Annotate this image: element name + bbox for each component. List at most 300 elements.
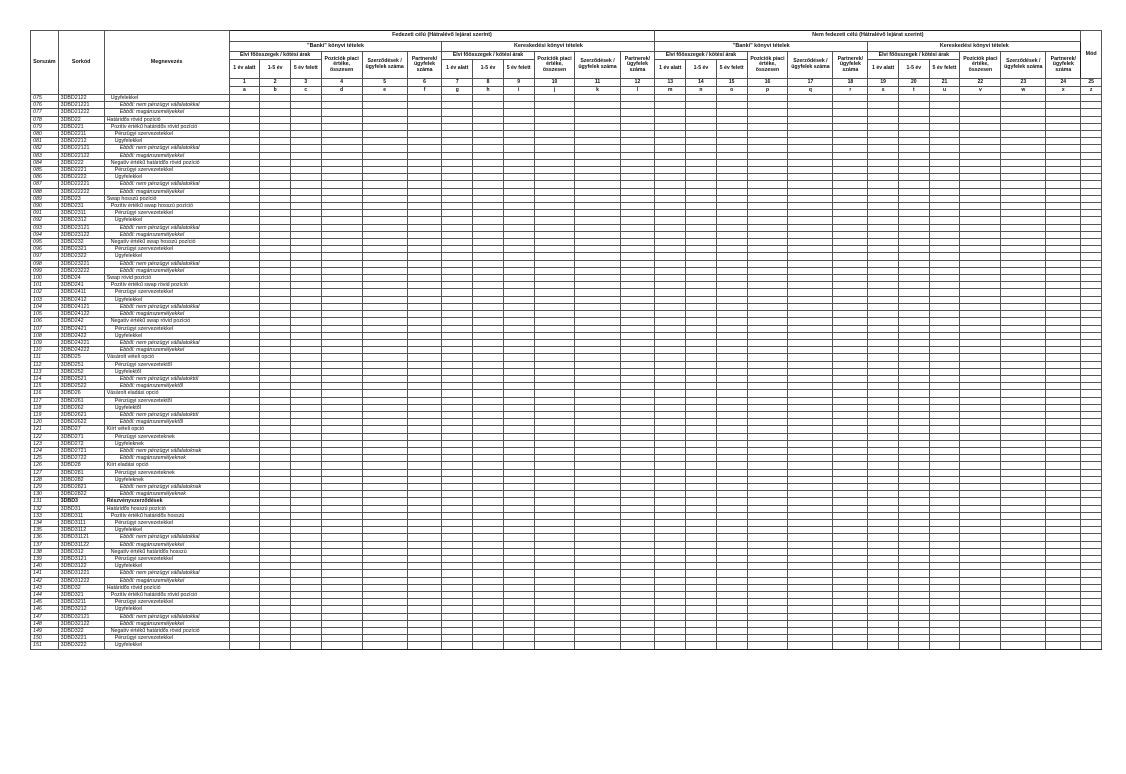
data-cell[interactable] xyxy=(321,102,362,109)
data-cell[interactable] xyxy=(655,102,686,109)
data-cell[interactable] xyxy=(929,318,960,325)
data-cell[interactable] xyxy=(260,419,291,426)
data-cell[interactable] xyxy=(503,534,534,541)
data-cell[interactable] xyxy=(407,570,442,577)
data-cell[interactable] xyxy=(503,613,534,620)
data-cell[interactable] xyxy=(534,123,575,130)
data-cell[interactable] xyxy=(1081,95,1102,102)
data-cell[interactable] xyxy=(929,440,960,447)
data-cell[interactable] xyxy=(1046,303,1081,310)
data-cell[interactable] xyxy=(1081,102,1102,109)
data-cell[interactable] xyxy=(575,188,620,195)
data-cell[interactable] xyxy=(260,289,291,296)
data-cell[interactable] xyxy=(868,534,899,541)
data-cell[interactable] xyxy=(534,339,575,346)
data-cell[interactable] xyxy=(1046,584,1081,591)
data-cell[interactable] xyxy=(747,354,788,361)
data-cell[interactable] xyxy=(407,131,442,138)
data-cell[interactable] xyxy=(960,354,1001,361)
data-cell[interactable] xyxy=(1081,131,1102,138)
data-cell[interactable] xyxy=(362,426,407,433)
data-cell[interactable] xyxy=(290,311,321,318)
data-cell[interactable] xyxy=(747,635,788,642)
data-cell[interactable] xyxy=(898,275,929,282)
data-cell[interactable] xyxy=(407,498,442,505)
data-cell[interactable] xyxy=(898,246,929,253)
data-cell[interactable] xyxy=(788,289,833,296)
data-cell[interactable] xyxy=(321,289,362,296)
data-cell[interactable] xyxy=(960,138,1001,145)
data-cell[interactable] xyxy=(290,577,321,584)
data-cell[interactable] xyxy=(898,231,929,238)
data-cell[interactable] xyxy=(575,599,620,606)
data-cell[interactable] xyxy=(442,361,473,368)
data-cell[interactable] xyxy=(898,159,929,166)
data-cell[interactable] xyxy=(407,188,442,195)
data-cell[interactable] xyxy=(960,282,1001,289)
data-cell[interactable] xyxy=(473,390,504,397)
data-cell[interactable] xyxy=(503,354,534,361)
data-cell[interactable] xyxy=(290,483,321,490)
data-cell[interactable] xyxy=(960,426,1001,433)
data-cell[interactable] xyxy=(534,332,575,339)
data-cell[interactable] xyxy=(929,635,960,642)
data-cell[interactable] xyxy=(1001,599,1046,606)
data-cell[interactable] xyxy=(321,131,362,138)
data-cell[interactable] xyxy=(1046,282,1081,289)
data-cell[interactable] xyxy=(655,404,686,411)
data-cell[interactable] xyxy=(1001,419,1046,426)
data-cell[interactable] xyxy=(686,411,717,418)
data-cell[interactable] xyxy=(716,606,747,613)
data-cell[interactable] xyxy=(290,512,321,519)
data-cell[interactable] xyxy=(362,599,407,606)
data-cell[interactable] xyxy=(442,325,473,332)
data-cell[interactable] xyxy=(503,411,534,418)
data-cell[interactable] xyxy=(747,455,788,462)
data-cell[interactable] xyxy=(1001,159,1046,166)
data-cell[interactable] xyxy=(442,628,473,635)
data-cell[interactable] xyxy=(534,275,575,282)
data-cell[interactable] xyxy=(362,548,407,555)
data-cell[interactable] xyxy=(473,203,504,210)
data-cell[interactable] xyxy=(534,491,575,498)
data-cell[interactable] xyxy=(407,210,442,217)
data-cell[interactable] xyxy=(534,102,575,109)
data-cell[interactable] xyxy=(833,246,868,253)
data-cell[interactable] xyxy=(442,527,473,534)
data-cell[interactable] xyxy=(407,152,442,159)
data-cell[interactable] xyxy=(960,116,1001,123)
data-cell[interactable] xyxy=(575,296,620,303)
data-cell[interactable] xyxy=(473,447,504,454)
data-cell[interactable] xyxy=(1046,116,1081,123)
data-cell[interactable] xyxy=(1046,570,1081,577)
data-cell[interactable] xyxy=(407,361,442,368)
data-cell[interactable] xyxy=(229,246,260,253)
data-cell[interactable] xyxy=(686,253,717,260)
data-cell[interactable] xyxy=(788,476,833,483)
data-cell[interactable] xyxy=(1081,217,1102,224)
data-cell[interactable] xyxy=(1046,541,1081,548)
data-cell[interactable] xyxy=(407,102,442,109)
data-cell[interactable] xyxy=(407,181,442,188)
data-cell[interactable] xyxy=(960,620,1001,627)
data-cell[interactable] xyxy=(473,505,504,512)
data-cell[interactable] xyxy=(473,131,504,138)
data-cell[interactable] xyxy=(321,419,362,426)
data-cell[interactable] xyxy=(362,592,407,599)
data-cell[interactable] xyxy=(1001,476,1046,483)
data-cell[interactable] xyxy=(716,318,747,325)
data-cell[interactable] xyxy=(473,419,504,426)
data-cell[interactable] xyxy=(686,534,717,541)
data-cell[interactable] xyxy=(716,483,747,490)
data-cell[interactable] xyxy=(788,556,833,563)
data-cell[interactable] xyxy=(1081,145,1102,152)
data-cell[interactable] xyxy=(1046,483,1081,490)
data-cell[interactable] xyxy=(868,383,899,390)
data-cell[interactable] xyxy=(898,404,929,411)
data-cell[interactable] xyxy=(833,123,868,130)
data-cell[interactable] xyxy=(620,397,655,404)
data-cell[interactable] xyxy=(1046,599,1081,606)
data-cell[interactable] xyxy=(868,375,899,382)
data-cell[interactable] xyxy=(929,426,960,433)
data-cell[interactable] xyxy=(716,512,747,519)
data-cell[interactable] xyxy=(575,354,620,361)
data-cell[interactable] xyxy=(229,123,260,130)
data-cell[interactable] xyxy=(260,361,291,368)
data-cell[interactable] xyxy=(1001,188,1046,195)
data-cell[interactable] xyxy=(362,303,407,310)
data-cell[interactable] xyxy=(503,462,534,469)
data-cell[interactable] xyxy=(534,440,575,447)
data-cell[interactable] xyxy=(868,498,899,505)
data-cell[interactable] xyxy=(788,311,833,318)
data-cell[interactable] xyxy=(833,368,868,375)
data-cell[interactable] xyxy=(868,476,899,483)
data-cell[interactable] xyxy=(442,174,473,181)
data-cell[interactable] xyxy=(260,131,291,138)
data-cell[interactable] xyxy=(686,368,717,375)
data-cell[interactable] xyxy=(473,231,504,238)
data-cell[interactable] xyxy=(686,563,717,570)
data-cell[interactable] xyxy=(1001,224,1046,231)
data-cell[interactable] xyxy=(960,519,1001,526)
data-cell[interactable] xyxy=(260,404,291,411)
data-cell[interactable] xyxy=(442,311,473,318)
data-cell[interactable] xyxy=(833,347,868,354)
data-cell[interactable] xyxy=(833,109,868,116)
data-cell[interactable] xyxy=(868,570,899,577)
data-cell[interactable] xyxy=(473,289,504,296)
data-cell[interactable] xyxy=(898,584,929,591)
data-cell[interactable] xyxy=(686,260,717,267)
data-cell[interactable] xyxy=(868,512,899,519)
data-cell[interactable] xyxy=(503,541,534,548)
data-cell[interactable] xyxy=(503,361,534,368)
data-cell[interactable] xyxy=(788,628,833,635)
data-cell[interactable] xyxy=(929,195,960,202)
data-cell[interactable] xyxy=(655,397,686,404)
data-cell[interactable] xyxy=(788,469,833,476)
data-cell[interactable] xyxy=(473,642,504,649)
data-cell[interactable] xyxy=(503,628,534,635)
data-cell[interactable] xyxy=(534,354,575,361)
data-cell[interactable] xyxy=(362,311,407,318)
data-cell[interactable] xyxy=(290,628,321,635)
data-cell[interactable] xyxy=(534,383,575,390)
data-cell[interactable] xyxy=(898,498,929,505)
data-cell[interactable] xyxy=(960,95,1001,102)
data-cell[interactable] xyxy=(260,102,291,109)
data-cell[interactable] xyxy=(362,354,407,361)
data-cell[interactable] xyxy=(1001,447,1046,454)
data-cell[interactable] xyxy=(747,138,788,145)
data-cell[interactable] xyxy=(655,592,686,599)
data-cell[interactable] xyxy=(290,570,321,577)
data-cell[interactable] xyxy=(575,491,620,498)
data-cell[interactable] xyxy=(960,419,1001,426)
data-cell[interactable] xyxy=(321,447,362,454)
data-cell[interactable] xyxy=(1046,620,1081,627)
data-cell[interactable] xyxy=(503,498,534,505)
data-cell[interactable] xyxy=(575,231,620,238)
data-cell[interactable] xyxy=(929,203,960,210)
data-cell[interactable] xyxy=(229,145,260,152)
data-cell[interactable] xyxy=(788,498,833,505)
data-cell[interactable] xyxy=(620,606,655,613)
data-cell[interactable] xyxy=(747,613,788,620)
data-cell[interactable] xyxy=(868,239,899,246)
data-cell[interactable] xyxy=(788,145,833,152)
data-cell[interactable] xyxy=(362,469,407,476)
data-cell[interactable] xyxy=(229,383,260,390)
data-cell[interactable] xyxy=(575,267,620,274)
data-cell[interactable] xyxy=(229,433,260,440)
data-cell[interactable] xyxy=(321,339,362,346)
data-cell[interactable] xyxy=(960,296,1001,303)
data-cell[interactable] xyxy=(833,260,868,267)
data-cell[interactable] xyxy=(716,239,747,246)
data-cell[interactable] xyxy=(503,275,534,282)
data-cell[interactable] xyxy=(473,541,504,548)
data-cell[interactable] xyxy=(1046,635,1081,642)
data-cell[interactable] xyxy=(290,188,321,195)
data-cell[interactable] xyxy=(534,599,575,606)
data-cell[interactable] xyxy=(747,404,788,411)
data-cell[interactable] xyxy=(260,116,291,123)
data-cell[interactable] xyxy=(362,527,407,534)
data-cell[interactable] xyxy=(898,433,929,440)
data-cell[interactable] xyxy=(442,289,473,296)
data-cell[interactable] xyxy=(620,116,655,123)
data-cell[interactable] xyxy=(321,527,362,534)
data-cell[interactable] xyxy=(960,563,1001,570)
data-cell[interactable] xyxy=(788,599,833,606)
data-cell[interactable] xyxy=(747,260,788,267)
data-cell[interactable] xyxy=(686,116,717,123)
data-cell[interactable] xyxy=(362,123,407,130)
data-cell[interactable] xyxy=(960,102,1001,109)
data-cell[interactable] xyxy=(362,152,407,159)
data-cell[interactable] xyxy=(1046,397,1081,404)
data-cell[interactable] xyxy=(534,433,575,440)
data-cell[interactable] xyxy=(960,599,1001,606)
data-cell[interactable] xyxy=(534,476,575,483)
data-cell[interactable] xyxy=(620,332,655,339)
data-cell[interactable] xyxy=(1046,375,1081,382)
data-cell[interactable] xyxy=(1001,332,1046,339)
data-cell[interactable] xyxy=(442,181,473,188)
data-cell[interactable] xyxy=(362,606,407,613)
data-cell[interactable] xyxy=(747,289,788,296)
data-cell[interactable] xyxy=(534,628,575,635)
data-cell[interactable] xyxy=(929,419,960,426)
data-cell[interactable] xyxy=(1081,433,1102,440)
data-cell[interactable] xyxy=(929,411,960,418)
data-cell[interactable] xyxy=(1081,440,1102,447)
data-cell[interactable] xyxy=(229,375,260,382)
data-cell[interactable] xyxy=(1081,174,1102,181)
data-cell[interactable] xyxy=(898,217,929,224)
data-cell[interactable] xyxy=(473,217,504,224)
data-cell[interactable] xyxy=(260,375,291,382)
data-cell[interactable] xyxy=(575,541,620,548)
data-cell[interactable] xyxy=(1081,635,1102,642)
data-cell[interactable] xyxy=(534,556,575,563)
data-cell[interactable] xyxy=(503,152,534,159)
data-cell[interactable] xyxy=(1081,476,1102,483)
data-cell[interactable] xyxy=(290,440,321,447)
data-cell[interactable] xyxy=(1046,131,1081,138)
data-cell[interactable] xyxy=(716,404,747,411)
data-cell[interactable] xyxy=(747,620,788,627)
data-cell[interactable] xyxy=(575,217,620,224)
data-cell[interactable] xyxy=(503,606,534,613)
data-cell[interactable] xyxy=(833,361,868,368)
data-cell[interactable] xyxy=(898,613,929,620)
data-cell[interactable] xyxy=(473,440,504,447)
data-cell[interactable] xyxy=(473,462,504,469)
data-cell[interactable] xyxy=(1046,628,1081,635)
data-cell[interactable] xyxy=(747,95,788,102)
data-cell[interactable] xyxy=(1081,404,1102,411)
data-cell[interactable] xyxy=(362,332,407,339)
data-cell[interactable] xyxy=(534,469,575,476)
data-cell[interactable] xyxy=(716,397,747,404)
data-cell[interactable] xyxy=(788,383,833,390)
data-cell[interactable] xyxy=(833,440,868,447)
data-cell[interactable] xyxy=(1001,519,1046,526)
data-cell[interactable] xyxy=(655,577,686,584)
data-cell[interactable] xyxy=(260,152,291,159)
data-cell[interactable] xyxy=(929,599,960,606)
data-cell[interactable] xyxy=(1046,426,1081,433)
data-cell[interactable] xyxy=(407,548,442,555)
data-cell[interactable] xyxy=(442,548,473,555)
data-cell[interactable] xyxy=(442,642,473,649)
data-cell[interactable] xyxy=(229,541,260,548)
data-cell[interactable] xyxy=(686,123,717,130)
data-cell[interactable] xyxy=(898,167,929,174)
data-cell[interactable] xyxy=(575,404,620,411)
data-cell[interactable] xyxy=(260,469,291,476)
data-cell[interactable] xyxy=(868,411,899,418)
data-cell[interactable] xyxy=(575,239,620,246)
data-cell[interactable] xyxy=(960,447,1001,454)
data-cell[interactable] xyxy=(620,102,655,109)
data-cell[interactable] xyxy=(473,188,504,195)
data-cell[interactable] xyxy=(620,354,655,361)
data-cell[interactable] xyxy=(1081,260,1102,267)
data-cell[interactable] xyxy=(473,455,504,462)
data-cell[interactable] xyxy=(1081,361,1102,368)
data-cell[interactable] xyxy=(898,563,929,570)
data-cell[interactable] xyxy=(655,599,686,606)
data-cell[interactable] xyxy=(655,383,686,390)
data-cell[interactable] xyxy=(1081,318,1102,325)
data-cell[interactable] xyxy=(1001,102,1046,109)
data-cell[interactable] xyxy=(1081,167,1102,174)
data-cell[interactable] xyxy=(929,131,960,138)
data-cell[interactable] xyxy=(362,102,407,109)
data-cell[interactable] xyxy=(833,289,868,296)
data-cell[interactable] xyxy=(747,174,788,181)
data-cell[interactable] xyxy=(473,318,504,325)
data-cell[interactable] xyxy=(929,260,960,267)
data-cell[interactable] xyxy=(575,318,620,325)
data-cell[interactable] xyxy=(788,361,833,368)
data-cell[interactable] xyxy=(1081,613,1102,620)
data-cell[interactable] xyxy=(575,123,620,130)
data-cell[interactable] xyxy=(503,577,534,584)
data-cell[interactable] xyxy=(960,123,1001,130)
data-cell[interactable] xyxy=(747,426,788,433)
data-cell[interactable] xyxy=(929,397,960,404)
data-cell[interactable] xyxy=(1001,505,1046,512)
data-cell[interactable] xyxy=(1081,195,1102,202)
data-cell[interactable] xyxy=(898,476,929,483)
data-cell[interactable] xyxy=(655,505,686,512)
data-cell[interactable] xyxy=(655,476,686,483)
data-cell[interactable] xyxy=(1001,116,1046,123)
data-cell[interactable] xyxy=(929,548,960,555)
data-cell[interactable] xyxy=(407,577,442,584)
data-cell[interactable] xyxy=(534,541,575,548)
data-cell[interactable] xyxy=(620,592,655,599)
data-cell[interactable] xyxy=(655,534,686,541)
data-cell[interactable] xyxy=(833,483,868,490)
data-cell[interactable] xyxy=(260,195,291,202)
data-cell[interactable] xyxy=(503,519,534,526)
data-cell[interactable] xyxy=(868,462,899,469)
data-cell[interactable] xyxy=(407,325,442,332)
data-cell[interactable] xyxy=(407,311,442,318)
data-cell[interactable] xyxy=(362,95,407,102)
data-cell[interactable] xyxy=(290,368,321,375)
data-cell[interactable] xyxy=(620,131,655,138)
data-cell[interactable] xyxy=(290,548,321,555)
data-cell[interactable] xyxy=(686,512,717,519)
data-cell[interactable] xyxy=(1046,109,1081,116)
data-cell[interactable] xyxy=(362,296,407,303)
data-cell[interactable] xyxy=(747,188,788,195)
data-cell[interactable] xyxy=(260,577,291,584)
data-cell[interactable] xyxy=(260,426,291,433)
data-cell[interactable] xyxy=(407,267,442,274)
